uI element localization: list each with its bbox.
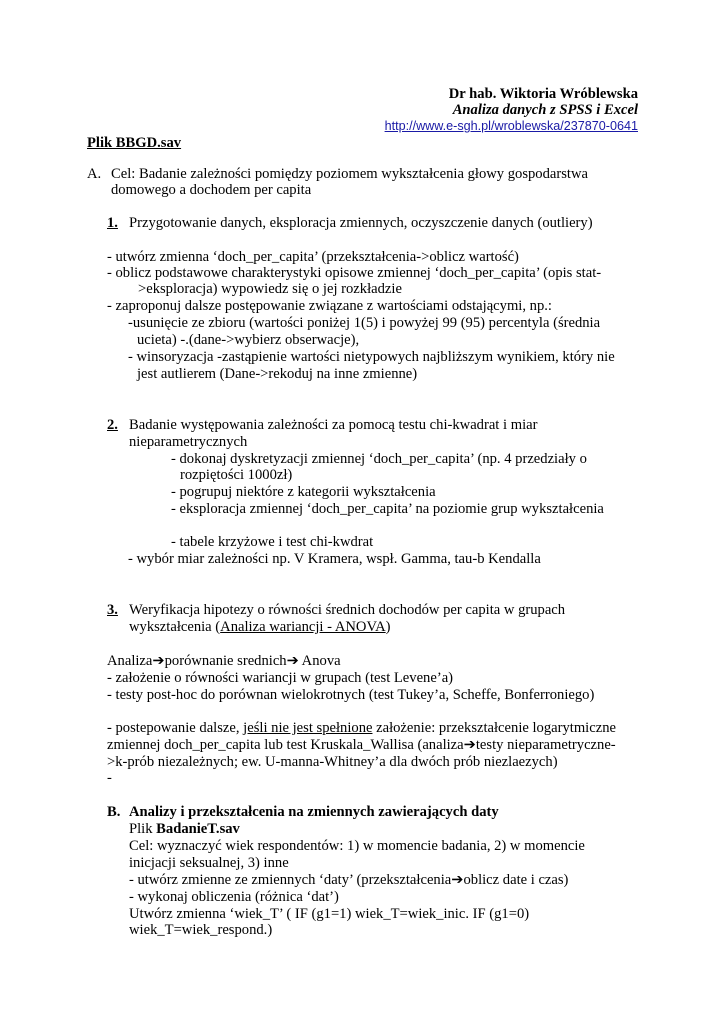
further-condition: jeśli nie jest spełnione [243,720,373,736]
arrow-right-icon: ➔ [152,653,165,669]
step2-number: 2. [107,417,118,433]
step1-line: ucieta) -.(dane->wybierz obserwacje), [137,332,360,348]
section-b-calc-line: - wykonaj obliczenia (różnica ‘dat’) [129,889,339,905]
course-title: Analiza danych z SPSS i Excel [452,102,638,118]
step2-title-line2: nieparametrycznych [129,434,248,450]
arrow-right-icon: ➔ [451,872,464,888]
step2-line: rozpiętości 1000zł) [180,467,293,483]
further-line2-suffix: testy nieparametryczne- [475,737,616,753]
section-b-file [129,821,240,838]
section-b-goal-line1: Cel: wyznaczyć wiek respondentów: 1) w momencie badania, 2) w momencie [129,838,585,854]
section-a-goal-line2: domowego a dochodem per capita [111,182,312,198]
further-line2-prefix: zmiennej doch_per_capita lub test Kruskala_Wallisa (analiza [107,737,464,753]
arrow-right-icon: ➔ [463,737,476,753]
step2-title-line1: Badanie występowania zależności za pomocą testu chi-kwadrat i miar [129,417,538,433]
section-b-formula-line2: wiek_T=wiek_respond.) [129,922,273,938]
analiza-part: Analiza [107,653,153,669]
section-b-title: Analizy i przekształcenia na zmiennych zawierających daty [129,804,499,820]
create-prefix: - utwórz zmienne ze zmiennych ‘daty’ (przekształcenia [129,872,452,888]
step3-line: - założenie o równości wariancji w grupach (test Levene’a) [107,670,454,686]
section-b-create-line [129,872,568,889]
section-b-file-name: BadanieT.sav [156,821,240,837]
analiza-part: Anova [298,653,341,669]
step3-title-line2 [129,619,391,636]
step2-line: - wybór miar zależności np. V Kramera, wspł. Gamma, tau-b Kendalla [128,551,541,567]
step1-line: -usunięcie ze zbioru (wartości poniżej 1(5) i powyżej 99 (95) percentyla (średnia [128,315,601,331]
step3-title-line1: Weryfikacja hipotezy o równości średnich dochodów per capita w grupach [129,602,566,618]
section-a-goal-line1: Cel: Badanie zależności pomiędzy poziomem wykształcenia głowy gospodarstwa [111,166,588,182]
author-name: Dr hab. Wiktoria Wróblewska [448,86,638,102]
step3-title-suffix: ) [385,619,391,635]
step1-number: 1. [107,215,118,231]
step2-line: - tabele krzyżowe i test chi-kwdrat [171,534,374,550]
step1-line: - utwórz zmienna ‘doch_per_capita’ (przekształcenia->oblicz wartość) [107,249,519,265]
step2-line: - dokonaj dyskretyzacji zmiennej ‘doch_per_capita’ (np. 4 przedziały o [171,451,587,467]
step1-title: Przygotowanie danych, eksploracja zmiennych, oczyszczenie danych (outliery) [129,215,593,231]
further-line3: >k-prób niezależnych; ew. U-manna-Whitney’a dla dwóch prób niezlaezych) [107,754,558,770]
section-b-file-prefix: Plik [129,821,157,837]
step1-line: >eksploracja) wypowiedz się o jej rozkładzie [138,281,402,297]
step1-line: - zaproponuj dalsze postępowanie związane z wartościami odstającymi, np.: [107,298,552,314]
step3-title-prefix: wykształcenia ( [129,619,221,635]
further-line2 [107,737,616,754]
anova-link[interactable]: Analiza wariancji - ANOVA [220,619,386,635]
arrow-right-icon: ➔ [286,653,299,669]
step1-line: - oblicz podstawowe charakterystyki opisowe zmiennej ‘doch_per_capita’ (opis stat- [107,265,602,281]
create-suffix: oblicz date i czas) [463,872,569,888]
step1-line: - winsoryzacja -zastąpienie wartości nietypowych najbliższym wynikiem, który nie [128,349,615,365]
step3-line: - testy post-hoc do porównan wielokrotnych (test Tukey’a, Scheffe, Bonferroniego) [107,687,595,703]
author-url-link[interactable]: http://www.e-sgh.pl/wroblewska/237870-0641 [384,119,638,133]
trailing-dash: - [107,770,112,786]
section-b-goal-line2: inicjacji seksualnej, 3) inne [129,855,289,871]
step1-line: jest autlierem (Dane->rekoduj na inne zmienne) [137,366,418,382]
section-b-letter: B. [107,804,121,820]
analiza-part: porównanie srednich [164,653,287,669]
step2-line: - pogrupuj niektóre z kategorii wykształcenia [171,484,436,500]
further-line1 [107,720,616,737]
section-a-letter: A. [87,166,102,182]
file-title: Plik BBGD.sav [87,135,182,151]
further-prefix: - postepowanie dalsze, [107,720,244,736]
step2-line: - eksploracja zmiennej ‘doch_per_capita’ na poziomie grup wykształcenia [171,501,604,517]
section-b-formula-line1: Utwórz zmienna ‘wiek_T’ ( IF (g1=1) wiek_T=wiek_inic. IF (g1=0) [129,906,530,922]
step3-number: 3. [107,602,118,618]
analiza-path [107,653,341,670]
further-suffix: założenie: przekształcenie logarytmiczne [372,720,616,736]
